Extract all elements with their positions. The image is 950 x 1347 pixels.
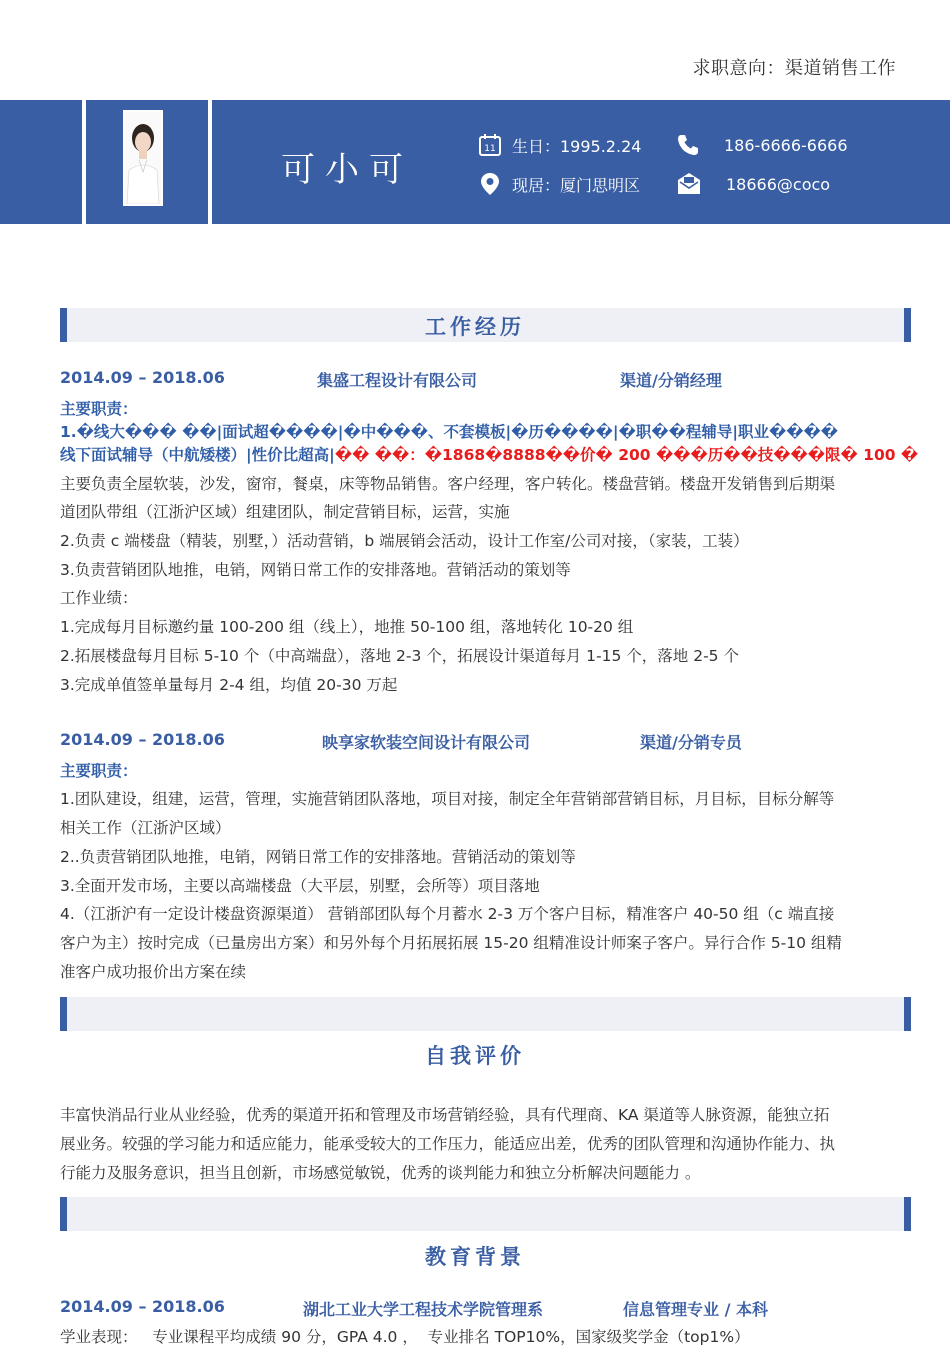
avatar-portrait-icon xyxy=(125,112,161,204)
promo-line: 1.�线大��� ��|面试超����|�中���、不套模板|�历����|�职��程辅导|职业���� xyxy=(60,423,839,441)
banner-divider xyxy=(208,100,212,224)
section-title-education: 教育背景 xyxy=(425,1245,525,1269)
avatar xyxy=(123,110,163,206)
text-line: 2..负责营销团队地推，电销，网销日常工作的安排落地。营销活动的策划等 xyxy=(60,848,576,866)
residence-text: 现居：厦门思明区 xyxy=(512,175,641,195)
text-line: 行能力及服务意识，担当且创新，市场感觉敏锐，优秀的谈判能力和独立分析解决问题能力 。 xyxy=(60,1164,701,1182)
section-header-self-eval xyxy=(60,997,911,1031)
text-line: 道团队带组（江浙沪区域）组建团队，制定营销目标，运营，实施 xyxy=(60,503,510,521)
job-position: 渠道/分销经理 xyxy=(620,371,722,390)
phone-number: 186-6666-6666 xyxy=(724,135,848,155)
text-line: 1.完成每月目标邀约量 100-200 组（线上），地推 50-100 组，落地转化 10-20 组 xyxy=(60,618,634,636)
edu-period: 2014.09 – 2018.06 xyxy=(60,1297,225,1316)
email-info xyxy=(676,172,830,196)
svg-text:11: 11 xyxy=(484,144,496,154)
job-company: 映享家软装空间设计有限公司 xyxy=(322,733,531,752)
duties-label: 主要职责： xyxy=(60,400,138,418)
text-line: 工作业绩： xyxy=(60,589,138,607)
text-line: 主要负责全屋软装，沙发，窗帘，餐桌，床等物品销售。客户经理，客户转化。楼盘营销。楼盘开发销售到后期渠 xyxy=(60,475,836,493)
email-address: 18666@coco xyxy=(726,174,831,194)
edu-performance: 学业表现： 专业课程平均成绩 90 分，GPA 4.0 ， 专业排名 TOP10%，国家级奖学金（top1%） xyxy=(60,1328,750,1346)
job-period: 2014.09 – 2018.06 xyxy=(60,730,225,749)
text-line: 2.拓展楼盘每月目标 5-10 个（中高端盘），落地 2-3 个，拓展设计渠道每月 1-15 个，落地 2-5 个 xyxy=(60,647,739,665)
text-line: 3.全面开发市场，主要以高端楼盘（大平层，别墅，会所等）项目落地 xyxy=(60,877,540,895)
edu-school: 湖北工业大学工程技术学院管理系 xyxy=(303,1300,544,1319)
job-period: 2014.09 – 2018.06 xyxy=(60,368,225,387)
text-line: 3.完成单值签单量每月 2-4 组，均值 20-30 万起 xyxy=(60,676,398,694)
text-line: 相关工作（江浙沪区域） xyxy=(60,819,231,837)
location-pin-icon xyxy=(478,172,502,196)
job-company: 集盛工程设计有限公司 xyxy=(317,371,478,390)
text-line: 客户为主）按时完成（已量房出方案）和另外每个月拓展拓展 15-20 组精准设计师案子客户。异行合作 5-10 组精 xyxy=(60,934,842,952)
mail-icon xyxy=(676,172,702,196)
candidate-name: 可小可 xyxy=(281,150,413,190)
text-line: 4.（江浙沪有一定设计楼盘资源渠道） 营销部团队每个月蓄水 2-3 万个客户目标，精准客户 40-50 组（c 端直接 xyxy=(60,905,835,923)
job-position: 渠道/分销专员 xyxy=(640,733,742,752)
phone-icon xyxy=(676,133,700,157)
section-title-self-eval: 自我评价 xyxy=(425,1044,525,1068)
birthday-text: 生日：1995.2.24 xyxy=(512,136,642,156)
phone-info xyxy=(676,133,848,157)
banner-divider xyxy=(82,100,86,224)
text-line: 3.负责营销团队地推，电销，网销日常工作的安排落地。营销活动的策划等 xyxy=(60,561,571,579)
text-line: 展业务。较强的学习能力和适应能力，能承受较大的工作压力，能适应出差，优秀的团队管理和沟通协作能力、执 xyxy=(60,1135,836,1153)
text-line: 丰富快消品行业从业经验，优秀的渠道开拓和管理及市场营销经验，具有代理商、KA 渠道等人脉资源，能独立拓 xyxy=(60,1106,830,1124)
calendar-icon xyxy=(478,133,502,157)
text-line: 2.负责 c 端楼盘（精装，别墅，）活动营销，b 端展销会活动，设计工作室/公司对接，（家装，工装） xyxy=(60,532,749,550)
job-objective: 求职意向：渠道销售工作 xyxy=(692,58,896,79)
text-line: 1.团队建设，组建，运营，管理，实施营销团队落地，项目对接，制定全年营销部营销目标，月目标，目标分解等 xyxy=(60,790,835,808)
promo-line: 线下面试辅导（中航矮楼）|性价比超高|�� ��：�1868�8888��价� 200 ���历��技���限� 100 � xyxy=(60,446,919,464)
residence-info xyxy=(478,172,640,196)
text-line: 准客户成功报价出方案在续 xyxy=(60,963,247,981)
edu-major: 信息管理专业 / 本科 xyxy=(623,1300,768,1319)
section-header-education xyxy=(60,1197,911,1231)
section-title-work: 工作经历 xyxy=(425,315,525,339)
duties-label: 主要职责： xyxy=(60,762,138,780)
birthday-info xyxy=(478,133,641,157)
